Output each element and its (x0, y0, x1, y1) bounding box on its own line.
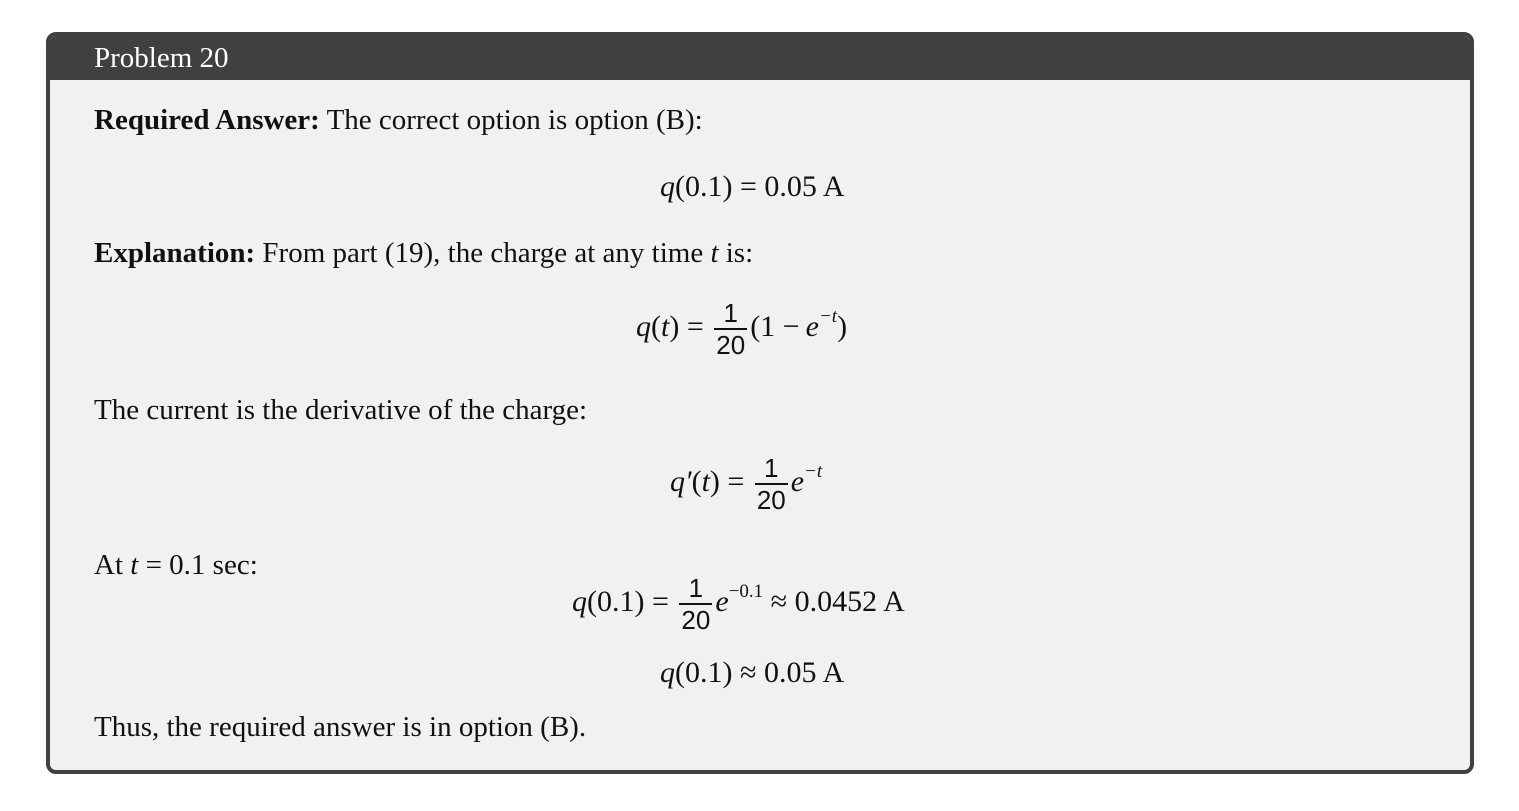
answer-eq-unit: A (822, 170, 845, 203)
charge-eq-fraction (714, 298, 747, 360)
explanation-line (94, 237, 753, 270)
approx-eq-fn: q (660, 656, 675, 689)
current-eq-fn: q′ (670, 464, 692, 498)
explanation-label: Explanation: (94, 237, 256, 269)
charge-eq-exponent: −t (818, 305, 838, 327)
current-eq-fraction (755, 453, 788, 515)
charge-equation (636, 298, 847, 360)
charge-eq-fn: q (636, 309, 651, 343)
eval-eq-denominator: 20 (681, 605, 711, 635)
eval-eq-unit: A (883, 584, 905, 618)
explanation-text-after: is: (725, 237, 754, 269)
charge-eq-denominator: 20 (716, 330, 746, 360)
current-eq-exp-base: e (790, 464, 805, 498)
answer-eq-value: (0.1) = 0.05 (675, 170, 817, 203)
eval-eq-exponent: −0.1 (728, 580, 764, 602)
eval-eq-exp-base: e (715, 584, 729, 618)
eval-eq-numerator: 1 (688, 573, 704, 603)
approx-equation (660, 656, 844, 690)
answer-equation (660, 170, 845, 204)
answer-eq-fn: q (660, 170, 675, 203)
current-eq-open: ( (691, 464, 702, 498)
at-time-suffix: = 0.1 sec: (145, 549, 258, 581)
at-time-line (94, 549, 258, 582)
eval-eq-approx: ≈ 0.0452 (770, 584, 878, 618)
current-text: The current is the derivative of the charge: (94, 394, 588, 426)
charge-eq-paren-open: (1 − (750, 309, 800, 343)
problem-box (46, 32, 1474, 774)
current-eq-numerator: 1 (764, 453, 779, 483)
required-answer-label: Required Answer: (94, 104, 320, 136)
current-eq-denominator: 20 (756, 485, 786, 515)
approx-eq-unit: A (822, 656, 845, 689)
current-equation (670, 453, 822, 515)
eval-equation (572, 573, 905, 635)
required-answer-text: The correct option is option (B): (326, 104, 703, 136)
charge-eq-close: ) = (669, 309, 704, 343)
eval-eq-fraction (679, 573, 712, 635)
explanation-text-before: From part (19), the charge at any time (262, 237, 704, 269)
problem-title: Problem 20 (50, 36, 1470, 80)
charge-eq-numerator: 1 (723, 298, 738, 328)
charge-eq-var: t (661, 309, 670, 343)
current-eq-var: t (701, 464, 710, 498)
at-time-variable: t (130, 549, 139, 581)
eval-eq-arg: (0.1) = (587, 584, 669, 618)
approx-eq-value: (0.1) ≈ 0.05 (675, 656, 817, 689)
charge-eq-open: ( (651, 309, 661, 343)
required-answer-line (94, 104, 703, 137)
current-eq-close: ) = (709, 464, 745, 498)
at-time-prefix: At (94, 549, 123, 581)
current-eq-exponent: −t (804, 460, 823, 482)
charge-eq-exp-base: e (805, 309, 819, 343)
explanation-variable: t (710, 237, 719, 269)
eval-eq-fn: q (572, 584, 587, 618)
conclusion-text: Thus, the required answer is in option (B). (94, 711, 587, 743)
charge-eq-paren-close: ) (837, 309, 848, 343)
